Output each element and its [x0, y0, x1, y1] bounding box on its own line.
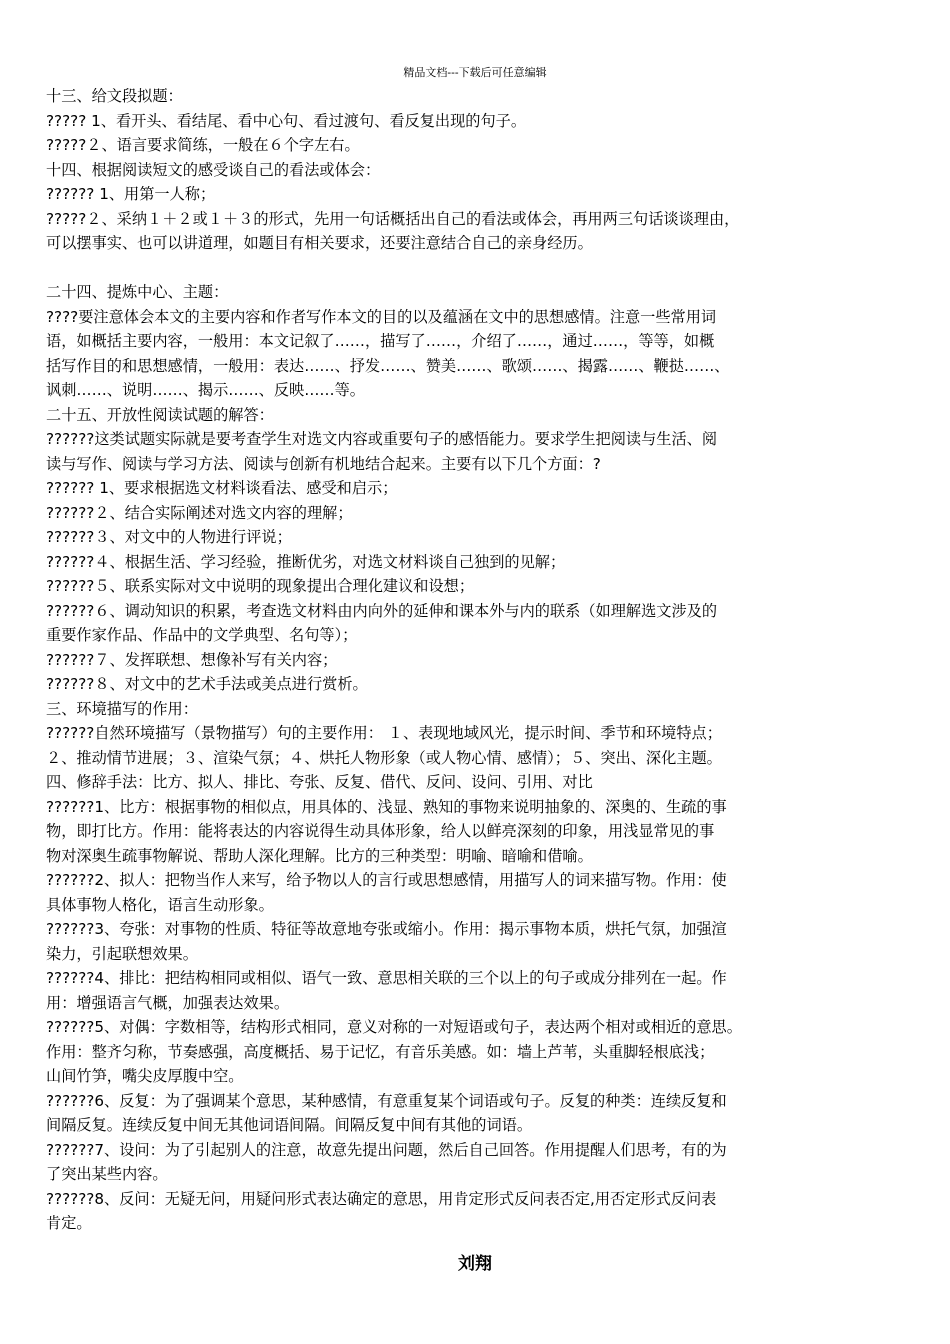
text-line: ??????5、对偶：字数相等，结构形式相同，意义对称的一对短语或句子，表达两个相对或相近的意思。 [46, 1018, 742, 1036]
text-line: ????要注意体会本文的主要内容和作者写作本文的目的以及蕴涵在文中的思想感情。注意一些常用词 [46, 307, 717, 326]
text-line: ??????7、设问：为了引起别人的注意，故意先提出问题，然后自己回答。作用提醒人们思考，有的为 [46, 1140, 727, 1159]
text-line: 四、修辞手法：比方、拟人、排比、夸张、反复、借代、反问、设问、引用、对比 [46, 773, 593, 791]
text-line: ??????３、对文中的人物进行评说； [46, 528, 292, 546]
text-line: 二十五、开放性阅读试题的解答： [46, 405, 274, 424]
author-name: 刘翔 [458, 1254, 492, 1274]
text-line: 了突出某些内容。 [46, 1165, 168, 1183]
text-line: 讽刺……、说明……、揭示……、反映……等。 [46, 381, 365, 399]
text-line: ??????6、反复：为了强调某个意思，某种感情，有意重复某个词语或句子。反复的种类：连续反复和 [46, 1091, 727, 1110]
blank-line [46, 256, 918, 281]
text-line: ??????2、拟人：把物当作人来写，给予物以人的言行或思想感情，用描写人的词来描写物。作用：使 [46, 871, 727, 889]
text-line: ??????５、联系实际对文中说明的现象提出合理化建议和设想； [46, 577, 475, 595]
text-line: 肯定。 [46, 1214, 92, 1232]
text-line: 用：增强语言气概，加强表达效果。 [46, 993, 289, 1012]
text-line: ２、推动情节进展；３、渲染气氛；４、烘托人物形象（或人物心情、感情）；５、突出、深化主题。 [46, 748, 722, 767]
text-line: 作用：整齐匀称，节奏感强，高度概括、易于记忆，有音乐美感。如：墙上芦苇，头重脚轻根底浅； [46, 1042, 715, 1061]
text-line: 读与写作、阅读与学习方法、阅读与创新有机地结合起来。主要有以下几个方面：? [46, 454, 601, 473]
text-line: ????? 1、看开头、看结尾、看中心句、看过渡句、看反复出现的句子。 [46, 111, 527, 130]
text-line: ??????２、结合实际阐述对选文内容的理解； [46, 503, 353, 522]
text-line: 三、环境描写的作用： [46, 699, 198, 718]
page-header: 精品文档---下载后可任意编辑 [403, 66, 547, 79]
text-line: ?????? 1、要求根据选文材料谈看法、感受和启示； [46, 479, 398, 497]
text-line: ??????自然环境描写（景物描写）句的主要作用： １、表现地域风光，提示时间、季节和环境特点； [46, 724, 722, 742]
text-line: ??????４、根据生活、学习经验，推断优劣，对选文材料谈自己独到的见解； [46, 552, 566, 571]
text-line: ?????２、采纳１＋２或１＋３的形式，先用一句话概括出自己的看法或体会，再用两三句话谈谈理由， [46, 209, 740, 228]
text-line: 二十四、提炼中心、主题： [46, 283, 229, 301]
text-line: 十三、给文段拟题： [46, 87, 183, 105]
text-line: ?????? 1、用第一人称； [46, 185, 216, 203]
text-line: ??????６、调动知识的积累，考查选文材料由内向外的延伸和课本外与内的联系（如理解选文涉及的 [46, 601, 718, 620]
document-body [46, 84, 918, 1236]
text-line: 物对深奥生疏事物解说、帮助人深化理解。比方的三种类型：明喻、暗喻和借喻。 [46, 846, 593, 865]
text-line: ??????这类试题实际就是要考查学生对选文内容或重要句子的感悟能力。要求学生把阅读与生活、阅 [46, 430, 718, 448]
text-line: 语，如概括主要内容，一般用：本文记叙了……，描写了……，介绍了……，通过……，等等，如概 [46, 332, 715, 350]
text-line: ??????７、发挥联想、想像补写有关内容； [46, 650, 338, 669]
text-line: 十四、根据阅读短文的感受谈自己的看法或体会： [46, 160, 381, 179]
text-line: 括写作目的和思想感情，一般用：表达……、抒发……、赞美……、歌颂……、揭露……、鞭挞……、 [46, 356, 730, 375]
text-line: 染力，引起联想效果。 [46, 944, 198, 963]
text-line: ??????８、对文中的艺术手法或美点进行赏析。 [46, 675, 368, 693]
text-line: ??????3、夸张：对事物的性质、特征等故意地夸张或缩小。作用：揭示事物本质，烘托气氛，加强渲 [46, 920, 727, 938]
text-line: 具体事物人格化，语言生动形象。 [46, 895, 274, 914]
text-line: 重要作家作品、作品中的文学典型、名句等）； [46, 626, 358, 644]
text-line: ?????２、语言要求简练，一般在６个字左右。 [46, 136, 360, 154]
text-line: 物，即打比方。作用：能将表达的内容说得生动具体形象，给人以鲜亮深刻的印象，用浅显常见的事 [46, 822, 715, 840]
text-line: ??????1、比方：根据事物的相似点，用具体的、浅显、熟知的事物来说明抽象的、深奥的、生疏的事 [46, 797, 727, 816]
text-line: 山间竹笋，嘴尖皮厚腹中空。 [46, 1067, 244, 1085]
text-line: 可以摆事实、也可以讲道理，如题目有相关要求，还要注意结合自己的亲身经历。 [46, 234, 593, 252]
text-line: ??????4、排比：把结构相同或相似、语气一致、意思相关联的三个以上的句子或成分排列在一起。作 [46, 969, 727, 987]
text-line: 间隔反复。连续反复中间无其他词语间隔。间隔反复中间有其他的词语。 [46, 1116, 532, 1134]
text-line: ??????8、反问：无疑无问，用疑问形式表达确定的意思，用肯定形式反问表否定,用否定形式反问表 [46, 1189, 717, 1208]
